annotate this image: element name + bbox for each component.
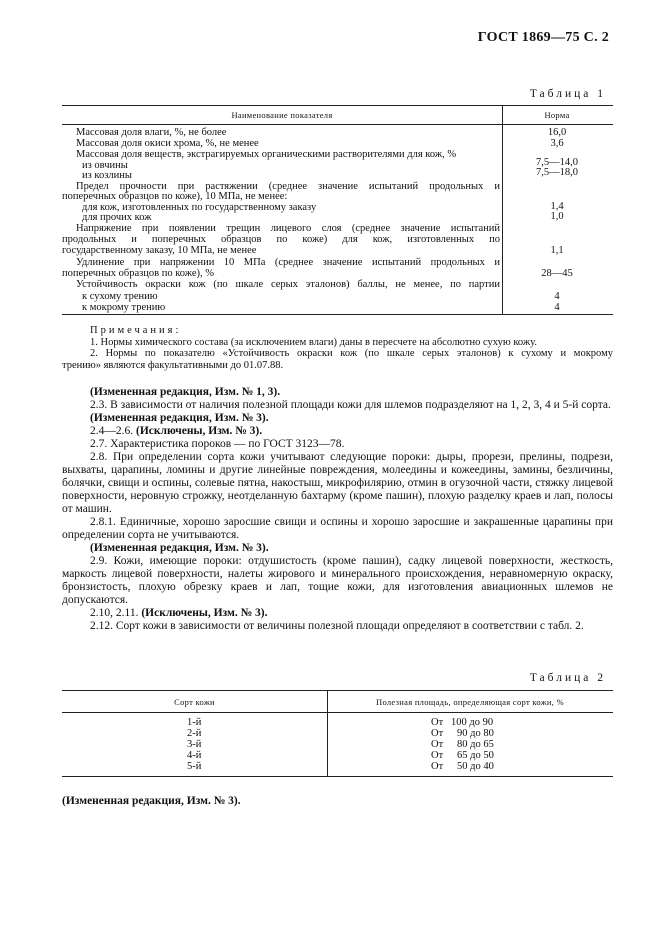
- table1-row-name: из козлины: [82, 170, 132, 181]
- clause-number: 2.4—2.6.: [90, 425, 136, 437]
- note-item: 2. Нормы по показателю «Устойчивость окраски кож (по шкале серых эталонов) к сухому и мокрому: [90, 348, 613, 359]
- clause-2-4-2-6: [62, 425, 613, 438]
- table1-row-norm: 28—45: [541, 268, 573, 279]
- clause-2-10-2-11: [62, 607, 613, 620]
- table2-from: От: [431, 739, 444, 750]
- clause-2-3: 2.3. В зависимости от наличия полезной площади кожи для шлемов подразделяют на 1, 2, 3, 4 и 5-й сорта.: [90, 399, 611, 411]
- amendment-note: (Измененная редакция, Изм. № 1, 3).: [90, 386, 281, 398]
- table2-range: 100 до 90: [451, 717, 494, 728]
- table1-col-norm-header: Норма: [544, 110, 570, 120]
- table2-grade: 2-й: [187, 728, 202, 739]
- table2-header-rule: [62, 712, 613, 713]
- table1-row-norm: 4: [554, 291, 560, 302]
- note-item: 1. Нормы химического состава (за исключением влаги) даны в пересчете на абсолютно сухую кожу.: [90, 336, 537, 348]
- table2-from: От: [431, 750, 444, 761]
- clause-2-8: 2.8. При определении сорта кожи учитывают следующие пороки: дыры, прорези, прелины, подрези, выхваты, царапины, ломины и другие линейные повреждения, молеедины и кожеедины, замины, безличины, болячки, свищи и оспины, солевые пятна, накостыш, микрофилярию, отмин в огузочной части, стяжку лицевой поверхности, неровную строжку, неотделанную бахтарму (кроме пашин), плохую разделку краев и лап, полосы от машин.: [62, 451, 613, 515]
- note-item: трению» являются факультативными до 01.07.88.: [62, 359, 284, 371]
- table1-row-name: Устойчивость окраски кож (по шкале серых эталонов) баллы, не менее, по партии: [76, 279, 500, 290]
- table2-range: 50 до 40: [457, 761, 494, 772]
- table2-grade: 5-й: [187, 761, 202, 772]
- table2-col-area-header: Полезная площадь, определяющая сорт кожи, %: [376, 697, 564, 707]
- table1-row-norm: 7,5—18,0: [536, 167, 578, 178]
- table1-caption: Таблица 1: [529, 88, 606, 100]
- table2-grade: 4-й: [187, 750, 202, 761]
- table1-row-norm: 1,1: [550, 245, 564, 256]
- table1-row-name: продольных и поперечных образцов по коже) для кож, изготовленных по: [62, 234, 500, 245]
- page-header: ГОСТ 1869—75 С. 2: [477, 30, 609, 45]
- table1-bottom-rule: [62, 314, 613, 315]
- table1-row-name: поперечных образцов по коже), 10 МПа, не менее:: [62, 191, 288, 202]
- clause-number: 2.10, 2.11.: [90, 607, 142, 619]
- table1-row-norm: 4: [554, 302, 560, 313]
- clause-2-8-1: 2.8.1. Единичные, хорошо заросшие свищи и оспины и хорошо заросшие и закрашенные царапины при определении сорта не учитываются.: [62, 516, 613, 541]
- table1-row-name: к мокрому трению: [82, 302, 166, 313]
- table2-grade: 3-й: [187, 739, 202, 750]
- table1-header-rule: [62, 124, 613, 125]
- table1-col-name-header: Наименование показателя: [231, 110, 333, 120]
- table1-row-norm: 1,0: [550, 211, 564, 222]
- table1-notes: [62, 325, 613, 371]
- table1-row-name: Предел прочности при растяжении (среднее значение испытаний продольных и: [76, 181, 500, 192]
- clause-2-12: 2.12. Сорт кожи в зависимости от величины полезной площади определяют в соответствии с табл. 2.: [90, 620, 584, 632]
- table1-top-rule: [62, 105, 613, 106]
- table1-row-norm: 7,5—14,0: [536, 157, 578, 168]
- table1-row-name: государственному заказу, 10 МПа, не менее: [62, 245, 257, 256]
- table1-row-name: Массовая доля окиси хрома, %, не менее: [76, 138, 259, 149]
- table1-row-name: Массовая доля влаги, %, не более: [76, 127, 227, 138]
- table1-row-norm: 3,6: [550, 138, 564, 149]
- table2-grade: 1-й: [187, 717, 202, 728]
- table2-caption: Таблица 2: [529, 672, 606, 684]
- table1-row-norm: 16,0: [547, 127, 567, 138]
- clause-2-7: 2.7. Характеристика пороков — по ГОСТ 3123—78.: [90, 438, 345, 450]
- table1-row-name: Напряжение при появлении трещин лицевого слоя (среднее значение испытаний: [76, 223, 500, 234]
- notes-title: Примечания:: [90, 325, 182, 336]
- table1-row-name: Массовая доля веществ, экстрагируемых органическими растворителями для кож, %: [76, 149, 457, 160]
- table2-range: 90 до 80: [457, 728, 494, 739]
- table2-from: От: [431, 761, 444, 772]
- amendment-note: (Измененная редакция, Изм. № 3).: [90, 542, 269, 554]
- table1-row-name: поперечных образцов по коже), %: [62, 268, 215, 279]
- excluded-note: (Исключены, Изм. № 3).: [141, 607, 268, 619]
- table2-col-grade-header: Сорт кожи: [174, 697, 215, 707]
- table1-row-name: для прочих кож: [82, 212, 152, 223]
- table2-bottom-rule: [62, 776, 613, 777]
- table1-row-name: для кож, изготовленных по государственному заказу: [82, 202, 317, 213]
- excluded-note: (Исключены, Изм. № 3).: [136, 425, 263, 437]
- body-text: [62, 386, 613, 633]
- clause-2-9: 2.9. Кожи, имеющие пороки: отдушистость (кроме пашин), садку лицевой поверхности, жесткость, маркость лицевой поверхности, налеты жирового и минерального происхождения, неравномерную окраску, бронзистость, плохую обрезку краев и лап, тощие кожи, для изготовления авиационных шлемов не допускаются.: [62, 555, 613, 606]
- table2-range: 80 до 65: [457, 739, 494, 750]
- table1-row-norm: 1,4: [550, 201, 564, 212]
- table2-range: 65 до 50: [457, 750, 494, 761]
- table2-from: От: [431, 728, 444, 739]
- table1-row-name: из овчины: [82, 160, 128, 171]
- table2-top-rule: [62, 690, 613, 691]
- table1-row-name: Удлинение при напряжении 10 МПа (среднее значение испытаний продольных и: [76, 257, 500, 268]
- table1-row-name: к сухому трению: [82, 291, 158, 302]
- footer-amendment-note: (Измененная редакция, Изм. № 3).: [62, 795, 241, 807]
- table2-from: От: [431, 717, 444, 728]
- amendment-note: (Измененная редакция, Изм. № 3).: [90, 412, 269, 424]
